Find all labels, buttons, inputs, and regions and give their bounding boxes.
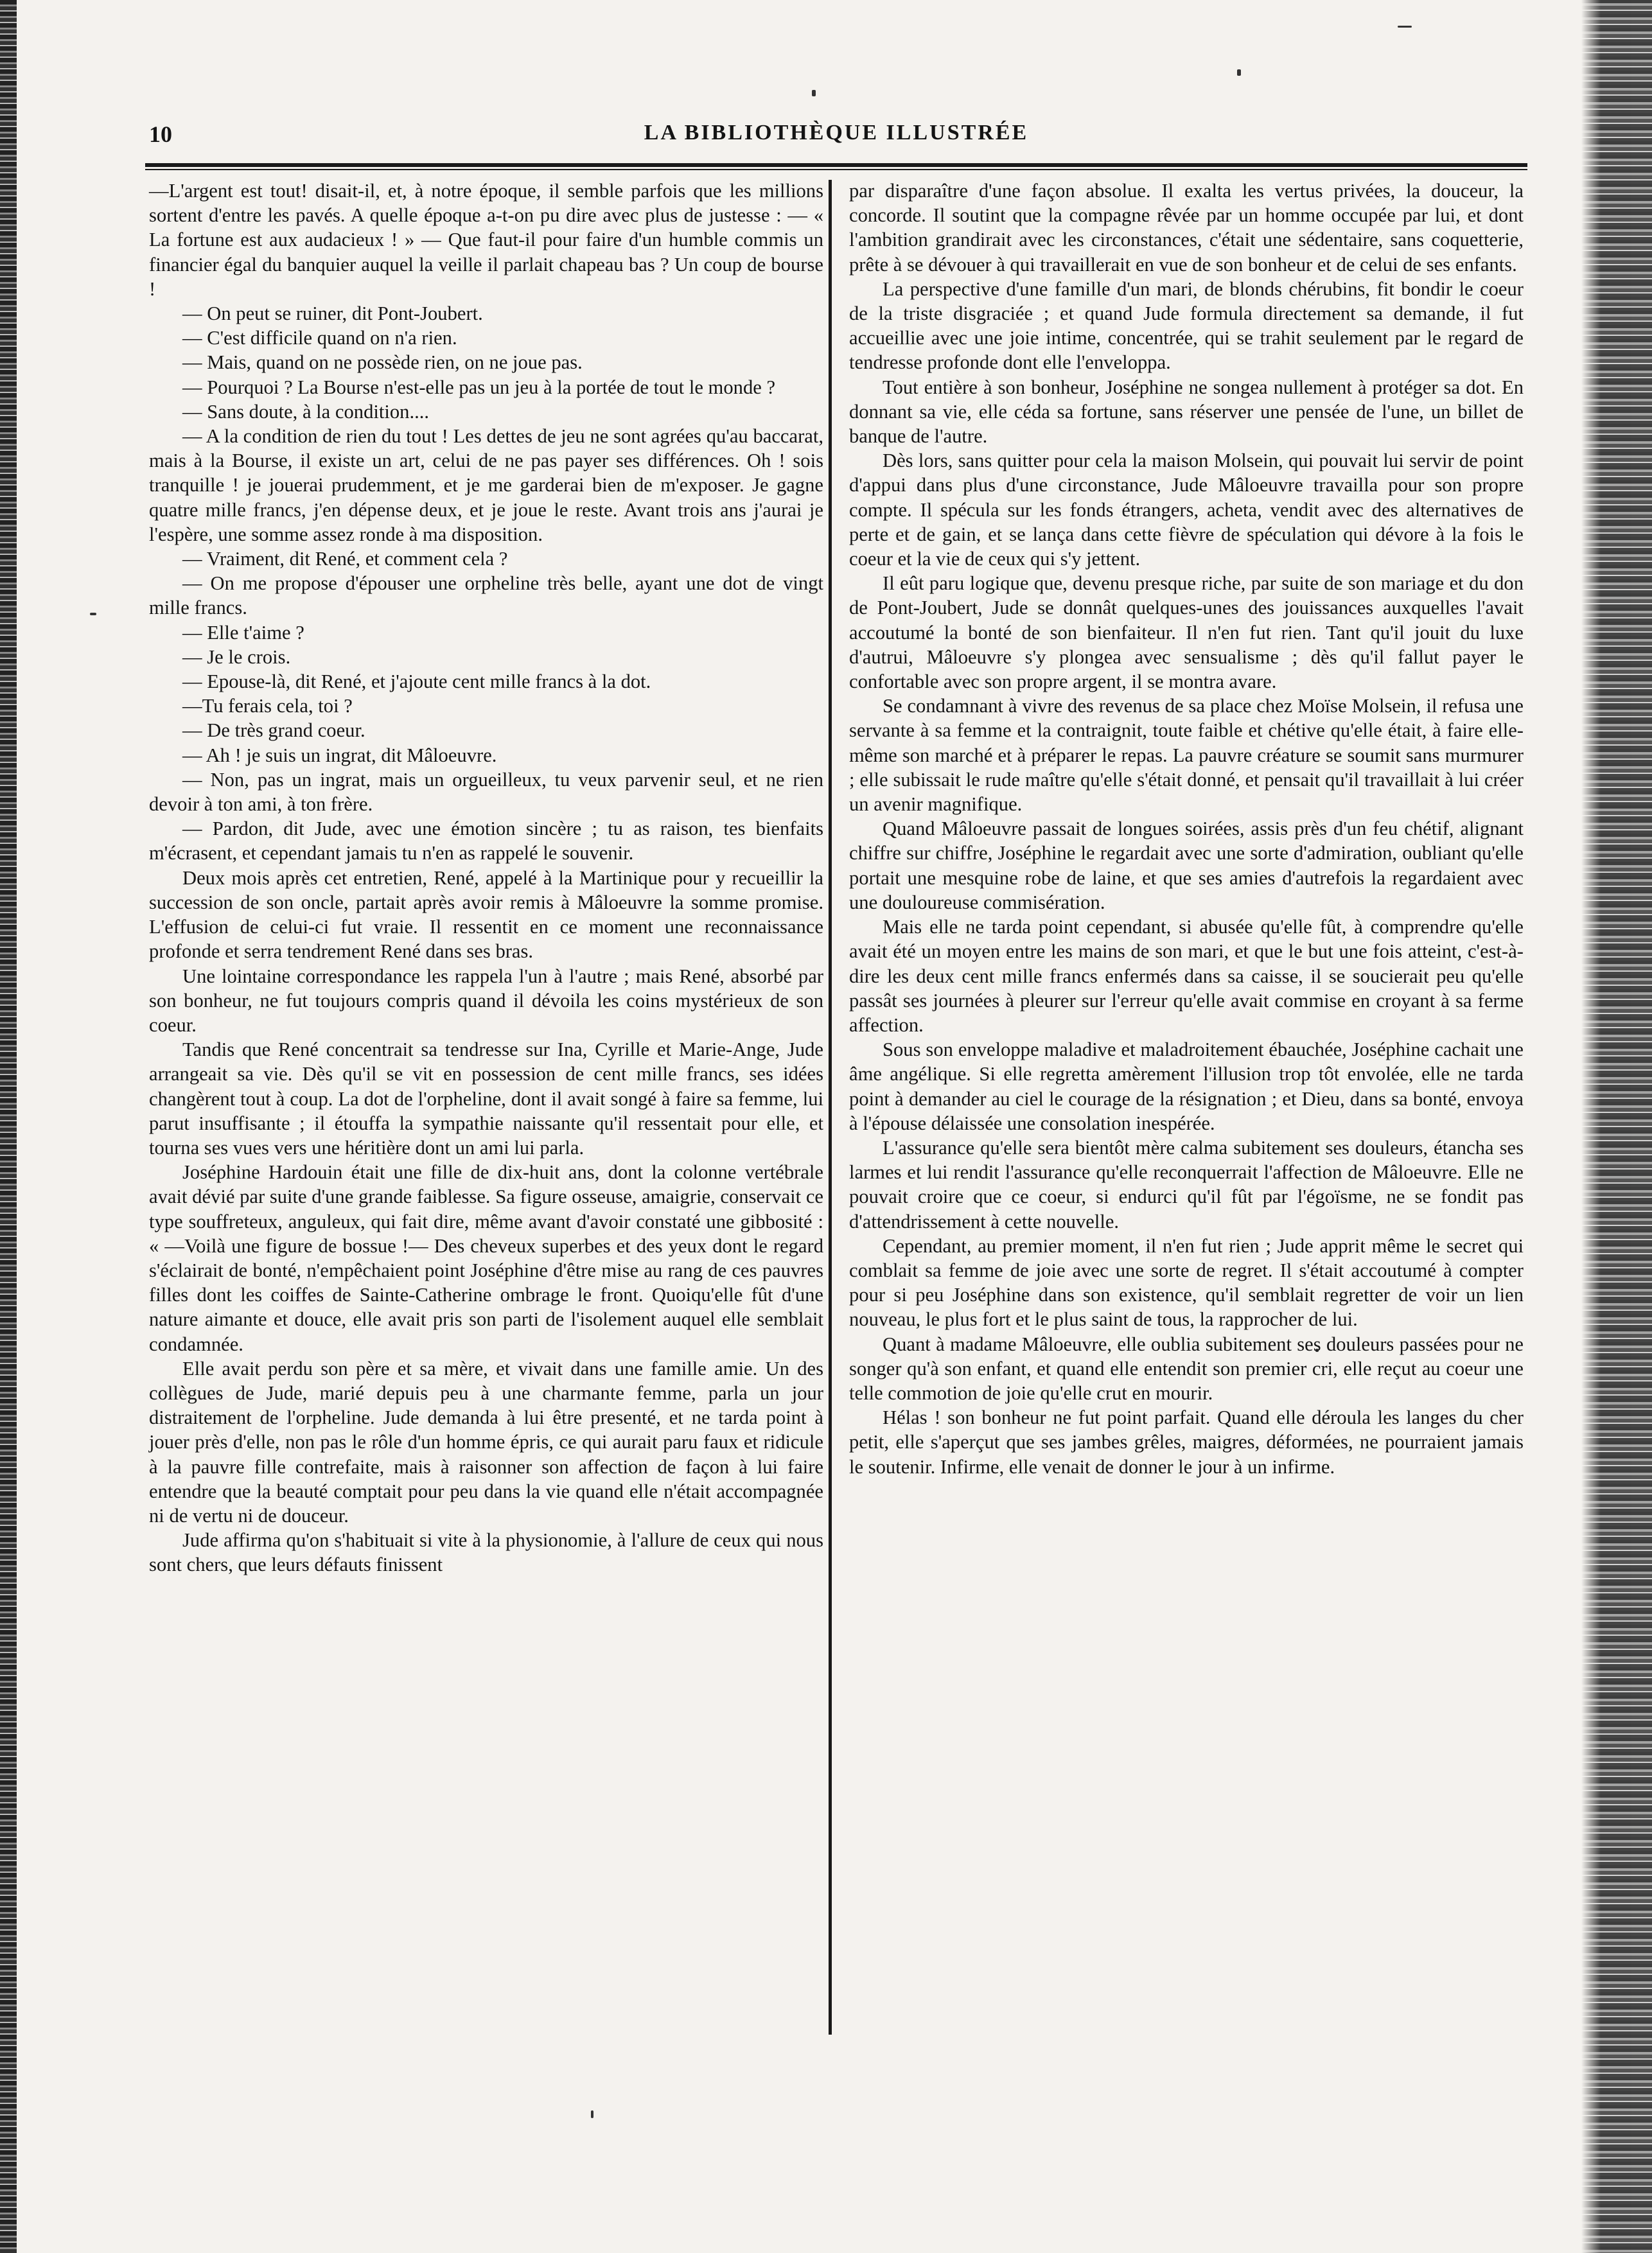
paragraph: — De très grand coeur. [182,719,365,742]
paragraph: —Tu ferais cela, toi ? [182,695,353,717]
paragraph: Deux mois après cet entretien, René, appelé à la Martinique pour y recueillir la succession de son oncle, partait après avoir remis à Mâloeuvre la somme promise. L'effusion de celui-ci fut vraie. Il ressentit en ce moment une reconnaissance profonde et serra tendrement René dans ses bras. [149,866,823,963]
paragraph: — Ah ! je suis un ingrat, dit Mâloeuvre. [182,744,497,766]
paragraph: — A la condition de rien du tout ! Les dettes de jeu ne sont agrées qu'au baccarat, mais à la Bourse, il existe un art, celui de ne pas payer ses différences. Oh ! sois tranquille ! je jouerai prudemment, et je me garderai bien de m'exposer. Je gagne quatre mille francs, j'en dépense deux, et je joue le reste. Avant trois ans j'aurai je l'espère, une somme assez ronde à ma disposition. [149,425,823,545]
paragraph: Cependant, au premier moment, il n'en fut rien ; Jude apprit même le secret qui comblait sa femme de joie avec une sorte de regret. Il s'était accoutumé à compter pour si peu Joséphine dans son existence, qu'il semblait regretter de voir un lien nouveau, le plus fort et le plus saint de tous, la rapprocher de lui. [849,1234,1524,1331]
paragraph: — Pardon, dit Jude, avec une émotion sincère ; tu as raison, tes bienfaits m'écrasent, et cependant jamais tu n'en as rappelé le souvenir. [149,818,823,864]
paragraph: Mais elle ne tarda point cependant, si abusée qu'elle fût, à comprendre qu'elle avait été un moyen entre les mains de son mari, et que le but une fois atteint, c'est-à-dire les deux cent mille francs enfermés dans sa caisse, il se soucierait peu qu'elle passât ses journées à pleurer sur l'erreur qu'elle avait commise en croyant à sa ferme affection. [849,916,1524,1036]
page-header [149,121,1524,159]
paragraph: — Je le crois. [182,645,291,668]
column-divider [829,180,832,2035]
paragraph: —L'argent est tout! disait-il, et, à notre époque, il semble parfois que les millions sortent d'entre les pavés. A quelle époque a-t-on pu dire avec plus de justesse : — « La fortune est aux audacieux ! » — Que faut-il pour faire d'un humble commis un financier égal du banquier auquel la veille il parlait chapeau bas ? Un coup de bourse ! [149,180,823,300]
paragraph: Sous son enveloppe maladive et maladroitement ébauchée, Joséphine cachait une âme angélique. Si elle regretta amèrement l'illusion trop tôt envolée, elle ne tarda point à demander au ciel le courage de la résignation ; et Dieu, dans sa bonté, envoya à l'épouse délaissée une consolation inespérée. [849,1039,1524,1134]
running-title: LA BIBLIOTHÈQUE ILLUSTRÉE [644,121,1029,145]
paragraph: Dès lors, sans quitter pour cela la maison Molsein, qui pouvait lui servir de point d'appui dans plus d'une circonstance, Jude Mâloeuvre travailla pour son propre compte. Il spécula sur les fonds étrangers, acheta, vendit avec des alternatives de perte et de gain, et se lança dans cette fièvre de spéculation qui dévore à la fois le coeur et la vie de ceux qui s'y jettent. [849,450,1524,570]
paragraph: par disparaître d'une façon absolue. Il exalta les vertus privées, la douceur, la concorde. Il soutint que la compagne rêvée par un homme occupée par lui, et dont l'ambition grandirait avec les circonstances, c'était une sédentaire, sans coquetterie, prête à se dévouer à qui travaillerait en vue de son bonheur et de celui de ses enfants. [849,180,1524,276]
paragraph: — Epouse-là, dit René, et j'ajoute cent mille francs à la dot. [182,671,651,693]
paragraph: — C'est difficile quand on n'a rien. [182,327,457,349]
header-rule [145,163,1527,170]
paragraph: Elle avait perdu son père et sa mère, et vivait dans une famille amie. Un des collègues de Jude, marié depuis peu à une charmante femme, parla un jour distraitement de l'orpheline. Jude demanda à lui être presenté, et ne tarda point à jouer près d'elle, non pas le rôle d'un homme épris, ce qui aurait paru faux et ridicule à la pauvre fille contrefaite, mais à raisonner son affection de façon à lui faire entendre que la beauté comptait pour peu dans la vie quand elle n'était accompagnée ni de vertu ni de douceur. [149,1357,823,1527]
paragraph: La perspective d'une famille d'un mari, de blonds chérubins, fit bondir le coeur de la triste disgraciée ; et quand Jude formula directement sa demande, il fut accueillie avec une joie intime, concentrée, qui se trahit seulement par le regard de tendresse profonde dont elle l'enveloppa. [849,277,1524,374]
paragraph: — Elle t'aime ? [182,621,304,644]
right-column [849,179,1524,1479]
binding-edge-left [0,0,17,2253]
paragraph: Une lointaine correspondance les rappela l'un à l'autre ; mais René, absorbé par son bonheur, ne fut toujours compris quand il dévoila les coins mystérieux de son coeur. [149,965,823,1036]
paragraph: Quant à madame Mâloeuvre, elle oublia subitement ses douleurs passées pour ne songer qu'à son enfant, et quand elle entendit son premier cri, elle reçut au coeur une telle commotion de joie qu'elle crut en mourir. [849,1333,1524,1404]
left-column [149,179,823,1577]
paragraph: — Pourquoi ? La Bourse n'est-elle pas un jeu à la portée de tout le monde ? [182,376,776,398]
paragraph: — On me propose d'épouser une orpheline très belle, ayant une dot de vingt mille francs. [149,572,823,619]
binding-edge-right [1581,0,1652,2253]
paragraph: — Non, pas un ingrat, mais un orgueilleux, tu veux parvenir seul, et ne rien devoir à ton ami, à ton frère. [149,768,823,816]
paragraph: Se condamnant à vivre des revenus de sa place chez Moïse Molsein, il refusa une servante à sa femme et la contraignit, toute faible et chétive qu'elle était, à faire elle-même son marché et à préparer le repas. La pauvre créature se soumit sans murmurer ; elle subissait le rude maître qu'elle s'était donné, et pensait qu'il travaillait à lui créer un avenir magnifique. [849,695,1524,816]
paragraph: Joséphine Hardouin était une fille de dix-huit ans, dont la colonne vertébrale avait dévié par suite d'une grande faiblesse. Sa figure osseuse, amaigrie, conservait ce type souffreteux, anguleux, qui fait dire, même avant d'avoir constaté une gibbosité : « —Voilà une figure de bossue !— Des cheveux superbes et des yeux dont le regard s'éclairait de bonté, n'empêchaient point Joséphine d'être mise au rang de ces pauvres filles dont les coiffes de Sainte-Catherine ombrage le front. Quoiqu'elle fût d'une nature aimante et douce, elle avait pris son parti de l'isolement auquel elle semblait condamnée. [149,1161,823,1355]
paragraph: — Vraiment, dit René, et comment cela ? [182,548,508,570]
paragraph: Quand Mâloeuvre passait de longues soirées, assis près d'un feu chétif, alignant chiffre sur chiffre, Joséphine le regardait avec une sorte d'admiration, oubliant qu'elle portait une mesquine robe de laine, et que ses amies d'autrefois la regardaient avec une douloureuse commisération. [849,818,1524,913]
paragraph: — On peut se ruiner, dit Pont-Joubert. [182,302,483,325]
paragraph: Tout entière à son bonheur, Joséphine ne songea nullement à protéger sa dot. En donnant sa vie, elle céda sa fortune, sans réserver une pensée de l'une, un billet de banque de l'autre. [849,376,1524,448]
paragraph: Tandis que René concentrait sa tendresse sur Ina, Cyrille et Marie-Ange, Jude arrangeait sa vie. Dès qu'il se vit en possession de cent mille francs, ses idées changèrent tout à coup. La dot de l'orpheline, dont il avait songé à faire sa femme, lui parut insuffisante ; il étouffa la sympathie naissante qu'il ressentait pour elle, et tourna ses vues vers une héritière dont un ami lui parla. [149,1039,823,1159]
paragraph: — Mais, quand on ne possède rien, on ne joue pas. [182,351,583,374]
paragraph: Il eût paru logique que, devenu presque riche, par suite de son mariage et du don de Pont-Joubert, Jude se donnât quelques-unes des jouissances auxquelles l'avait accoutumé la bonté de son bienfaiteur. Il n'en fut rien. Tant qu'il jouit du luxe d'autrui, Mâloeuvre s'y plongea avec sensualisme ; dès qu'il fallut payer le confortable avec son propre argent, il se montra avare. [849,572,1524,693]
paragraph: Hélas ! son bonheur ne fut point parfait. Quand elle déroula les langes du cher petit, elle s'aperçut que ses jambes grêles, maigres, déformées, ne pourraient jamais le soutenir. Infirme, elle venait de donner le jour à un infirme. [849,1407,1524,1478]
paragraph: L'assurance qu'elle sera bientôt mère calma subitement ses douleurs, étancha ses larmes et lui rendit l'assurance qu'elle reconquerrait l'affection de Mâloeuvre. Elle ne pouvait croire que ce coeur, si endurci qu'il fût par l'égoïsme, ne se fondit pas d'attendrissement à cette nouvelle. [849,1136,1524,1232]
page-number: 10 [149,121,172,147]
paragraph: — Sans doute, à la condition.... [182,400,430,423]
paragraph: Jude affirma qu'on s'habituait si vite à la physionomie, à l'allure de ceux qui nous sont chers, que leurs défauts finissent [149,1529,823,1576]
